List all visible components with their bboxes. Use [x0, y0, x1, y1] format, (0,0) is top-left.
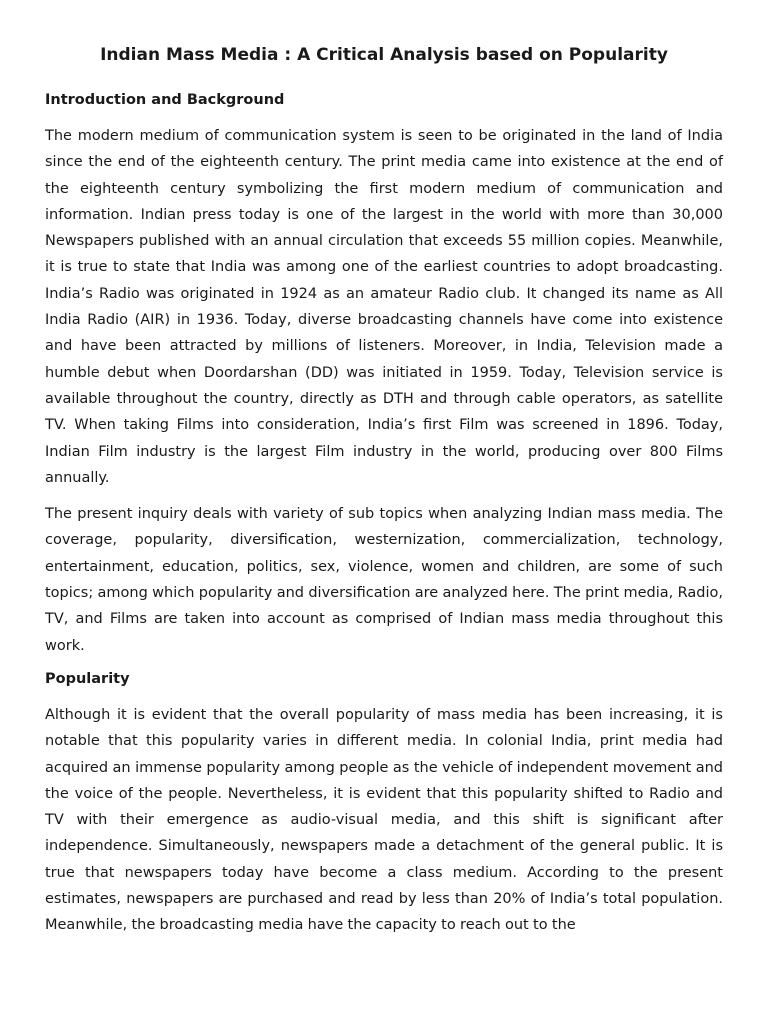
- section-popularity: [45, 669, 723, 939]
- section-heading-popularity: Popularity: [45, 670, 130, 687]
- paragraph-intro-2: The present inquiry deals with variety of sub topics when analyzing Indian mass media. The coverage, popularity, diversification, westernization, commercialization, technology, entertainment, education, politics, sex, violence, women and children, are some of such topics; among which popularity and diversification are analyzed here. The print media, Radio, TV, and Films are taken into account as comprised of Indian mass media throughout this work.: [45, 506, 723, 654]
- document-title: Indian Mass Media : A Critical Analysis based on Popularity: [100, 45, 668, 65]
- section-introduction: [45, 90, 723, 659]
- paragraph-popularity-1: Although it is evident that the overall popularity of mass media has been increasing, it is notable that this popularity varies in different media. In colonial India, print media had acquired an immense popularity among people as the vehicle of independent movement and the voice of the people. Nevertheless, it is evident that this popularity shifted to Radio and TV with their emergence as audio-visual media, and this shift is significant after independence. Simultaneously, newspapers made a detachment of the general public. It is true that newspapers today have become a class medium. According to the present estimates, newspapers are purchased and read by less than 20% of India’s total population. Meanwhile, the broadcasting media have the capacity to reach out to the: [45, 706, 723, 934]
- section-heading-introduction: Introduction and Background: [45, 92, 285, 108]
- paragraph-intro-1: The modern medium of communication system is seen to be originated in the land of India since the end of the eighteenth century. The print media came into existence at the end of the eighteenth century symbolizing the first modern medium of communication and information. Indian press today is one of the largest in the world with more than 30,000 Newspapers published with an annual circulation that exceeds 55 million copies. Meanwhile, it is true to state that India was among one of the earliest countries to adopt broadcasting. India’s Radio was originated in 1924 as an amateur Radio club. It changed its name as All India Radio (AIR) in 1936. Today, diverse broadcasting channels have come into existence and have been attracted by millions of listeners. Moreover, in India, Television made a humble debut when Doordarshan (DD) was initiated in 1959. Today, Television service is available throughout the country, directly as DTH and through cable operators, as satellite TV. When taking Films into consideration, India’s first Film was screened in 1896. Today, Indian Film industry is the largest Film industry in the world, producing over 800 Films annually.: [45, 128, 723, 486]
